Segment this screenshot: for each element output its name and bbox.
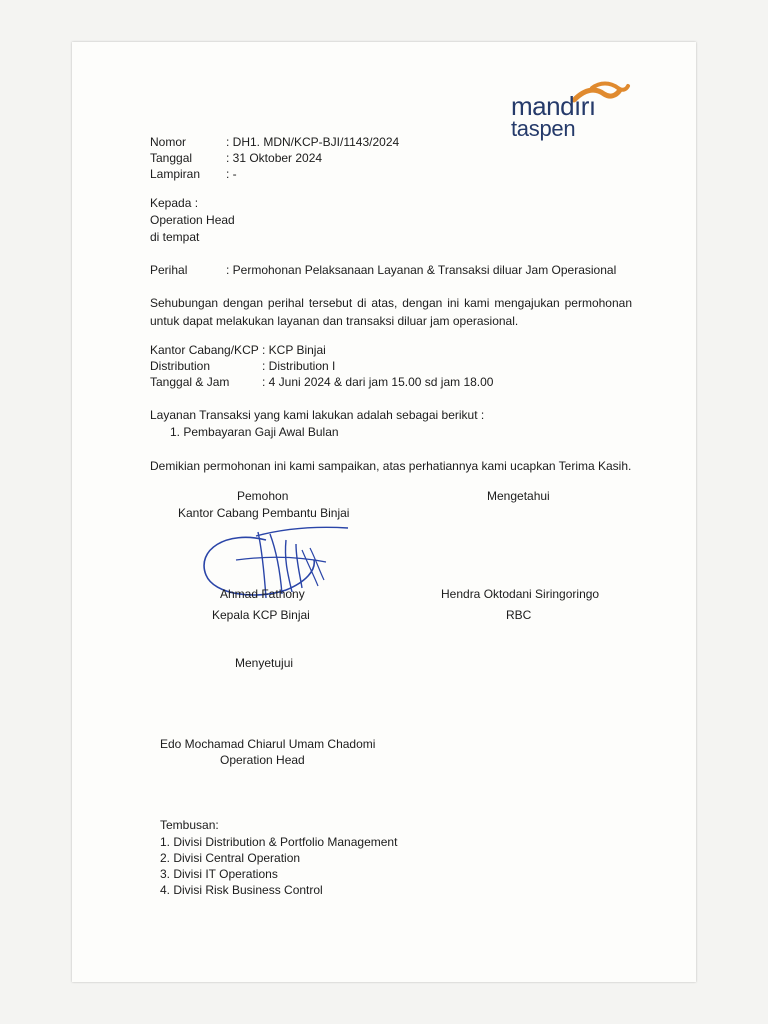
services-intro: Layanan Transaksi yang kami lakukan adalah sebagai berikut : xyxy=(150,408,485,422)
cc-title: Tembusan: xyxy=(160,818,219,832)
detail-label-tanggal-jam: Tanggal & Jam xyxy=(150,375,230,389)
applicant-role: Pemohon xyxy=(237,489,289,503)
recipient-kepada: Kepada : xyxy=(150,196,199,210)
lampiran-label: Lampiran xyxy=(150,167,201,181)
detail-label-distribution: Distribution xyxy=(150,359,211,373)
tanggal-label: Tanggal xyxy=(150,151,193,165)
nomor-label: Nomor xyxy=(150,135,187,149)
subject-label: Perihal xyxy=(150,263,188,277)
approver-name: Edo Mochamad Chiarul Umam Chadomi xyxy=(160,737,376,751)
detail-value-distribution: : Distribution I xyxy=(262,359,336,373)
applicant-office: Kantor Cabang Pembantu Binjai xyxy=(178,506,350,520)
detail-value-tanggal-jam: : 4 Juni 2024 & dari jam 15.00 sd jam 18.00 xyxy=(262,375,494,389)
logo-text-taspen: taspen xyxy=(511,116,576,141)
lampiran-value: : - xyxy=(226,167,237,181)
closing-text: Demikian permohonan ini kami sampaikan, atas perhatiannya kami ucapkan Terima Kasih. xyxy=(150,459,632,473)
subject-value: : Permohonan Pelaksanaan Layanan & Transaksi diluar Jam Operasional xyxy=(226,263,617,277)
detail-value-kantor: : KCP Binjai xyxy=(262,343,326,357)
cc-item: 4. Divisi Risk Business Control xyxy=(160,883,323,897)
ack-name: Hendra Oktodani Siringoringo xyxy=(441,587,600,601)
cc-item: 3. Divisi IT Operations xyxy=(160,867,278,881)
nomor-value: : DH1. MDN/KCP-BJI/1143/2024 xyxy=(226,135,400,149)
tanggal-value: : 31 Oktober 2024 xyxy=(226,151,323,165)
cc-item: 1. Divisi Distribution & Portfolio Management xyxy=(160,835,398,849)
applicant-title: Kepala KCP Binjai xyxy=(212,608,310,622)
ack-title: RBC xyxy=(506,608,532,622)
cc-item: 2. Divisi Central Operation xyxy=(160,851,301,865)
logo-text-mandiri: mandırı xyxy=(511,91,596,121)
applicant-name: Ahmad Fathony xyxy=(220,587,305,601)
approver-title: Operation Head xyxy=(220,753,305,767)
service-item: 1. Pembayaran Gaji Awal Bulan xyxy=(170,425,339,439)
intro-paragraph: Sehubungan dengan perihal tersebut di atas, dengan ini kami mengajukan permohonan untuk dapat melakukan layanan dan transaksi diluar jam operasional. xyxy=(150,296,632,328)
recipient-place: di tempat xyxy=(150,230,200,244)
recipient-name: Operation Head xyxy=(150,213,235,227)
detail-label-kantor: Kantor Cabang/KCP xyxy=(150,343,259,357)
ack-role: Mengetahui xyxy=(487,489,550,503)
approve-role: Menyetujui xyxy=(235,656,294,670)
